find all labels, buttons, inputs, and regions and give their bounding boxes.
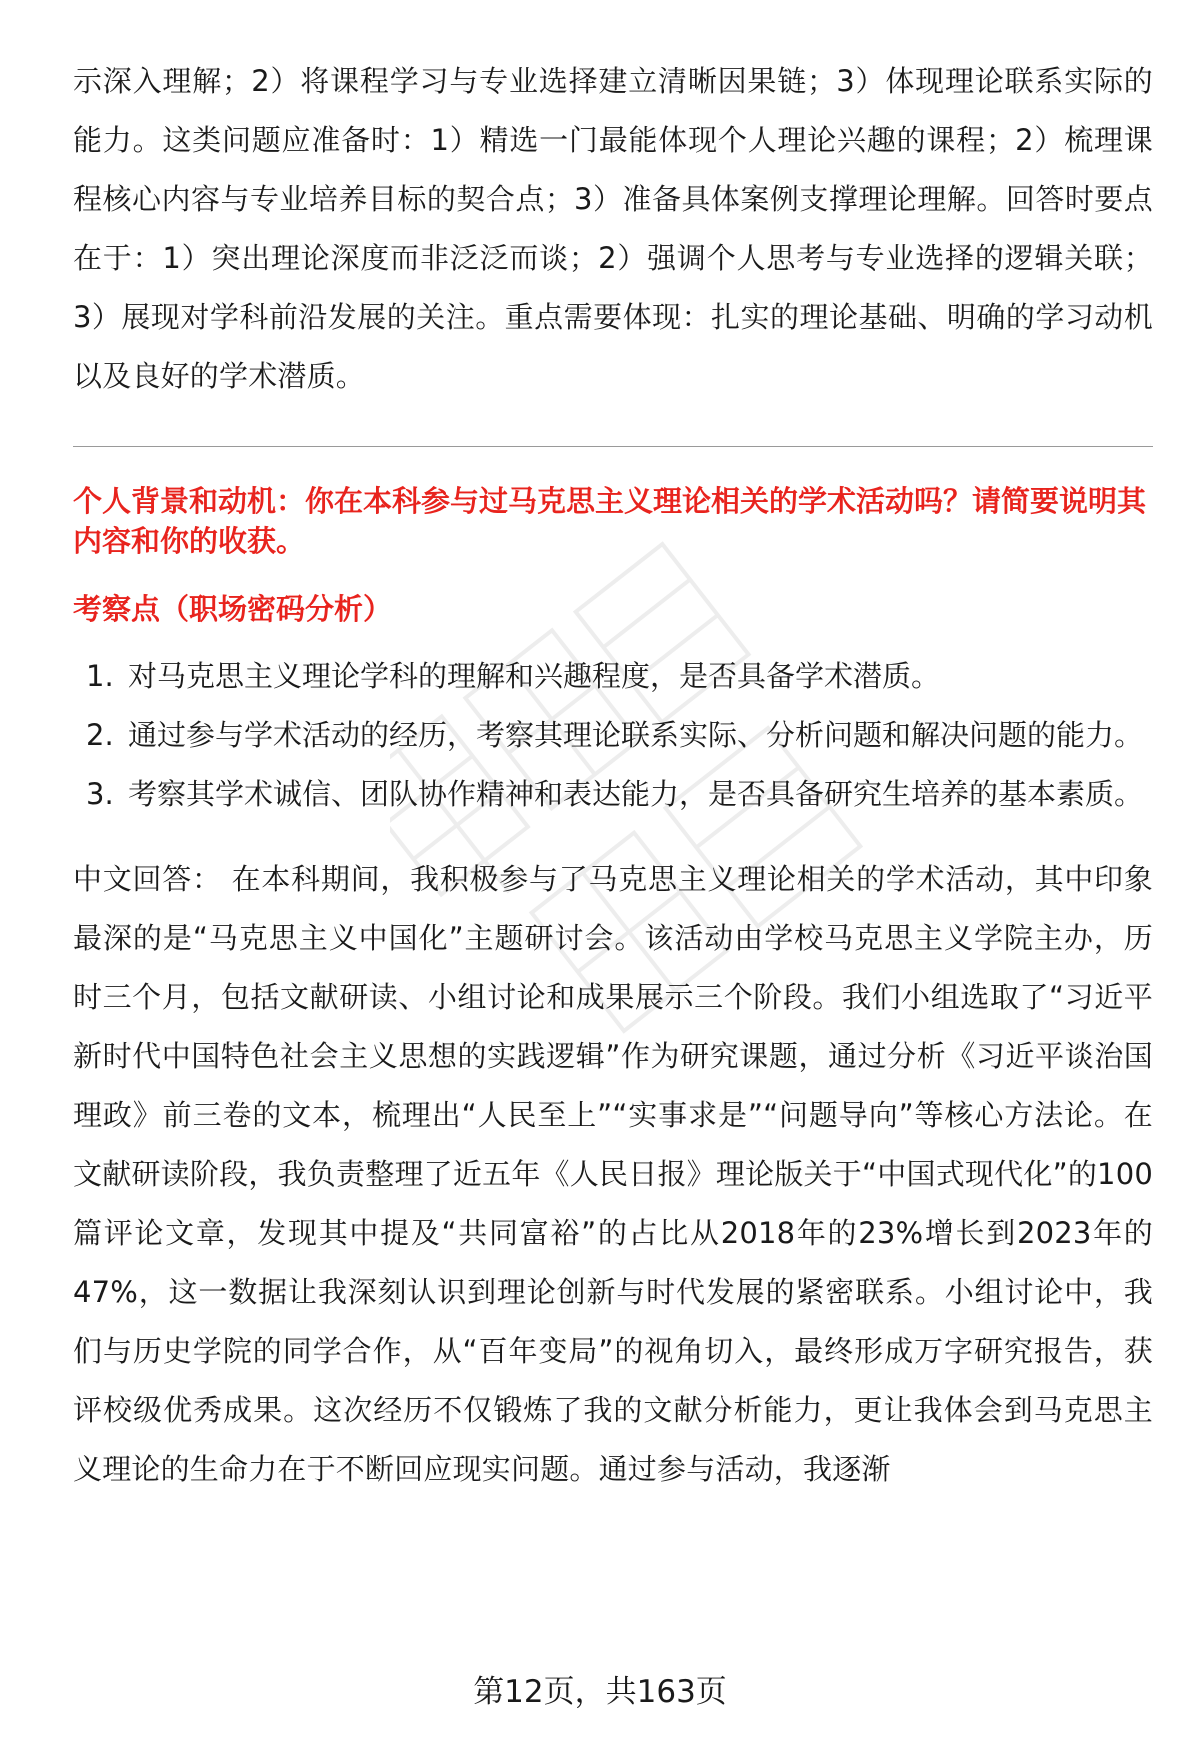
question-heading: 个人背景和动机：你在本科参与过马克思主义理论相关的学术活动吗？请简要说明其内容和你的收获。 bbox=[73, 484, 1147, 558]
list-item-text: 通过参与学术活动的经历，考察其理论联系实际、分析问题和解决问题的能力。 bbox=[128, 718, 1144, 752]
list-item-text: 考察其学术诚信、团队协作精神和表达能力，是否具备研究生培养的基本素质。 bbox=[128, 777, 1144, 811]
list-item-number: 2. bbox=[86, 718, 114, 752]
list-item bbox=[73, 765, 1153, 824]
answer-paragraph: 中文回答： 在本科期间，我积极参与了马克思主义理论相关的学术活动，其中印象最深的是“马克思主义中国化”主题研讨会。该活动由学校马克思主义学院主办，历时三个月，包括文献研读、小组讨论和成果展示三个阶段。我们小组选取了“习近平新时代中国特色社会主义思想的实践逻辑”作为研究课题，通过分析《习近平谈治国理政》前三卷的文本，梳理出“人民至上”“实事求是”“问题导向”等核心方法论。在文献研读阶段，我负责整理了近五年《人民日报》理论版关于“中国式现代化”的100篇评论文章，发现其中提及“共同富裕”的占比从2018年的23%增长到2023年的47%，这一数据让我深刻认识到理论创新与时代发展的紧密联系。小组讨论中，我们与历史学院的同学合作，从“百年变局”的视角切入，最终形成万字研究报告，获评校级优秀成果。这次经历不仅锻炼了我的文献分析能力，更让我体会到马克思主义理论的生命力在于不断回应现实问题。通过参与活动，我逐渐 bbox=[73, 862, 1153, 1486]
list-item bbox=[73, 706, 1153, 765]
list-item bbox=[73, 647, 1153, 706]
assessment-points-list bbox=[73, 647, 1153, 824]
section-divider bbox=[73, 446, 1153, 447]
list-item-number: 1. bbox=[86, 659, 114, 693]
assessment-points-heading: 考察点（职场密码分析） bbox=[73, 592, 393, 626]
document-page bbox=[73, 52, 1153, 1499]
list-item-text: 对马克思主义理论学科的理解和兴趣程度，是否具备学术潜质。 bbox=[128, 659, 941, 693]
intro-paragraph: 示深入理解；2）将课程学习与专业选择建立清晰因果链；3）体现理论联系实际的能力。这类问题应准备时：1）精选一门最能体现个人理论兴趣的课程；2）梳理课程核心内容与专业培养目标的契合点；3）准备具体案例支撑理论理解。回答时要点在于：1）突出理论深度而非泛泛而谈；2）强调个人思考与专业选择的逻辑关联；3）展现对学科前沿发展的关注。重点需要体现：扎实的理论基础、明确的学习动机以及良好的学术潜质。 bbox=[73, 64, 1153, 393]
page-number-footer: 第12页，共163页 bbox=[473, 1674, 727, 1710]
list-item-number: 3. bbox=[86, 777, 114, 811]
